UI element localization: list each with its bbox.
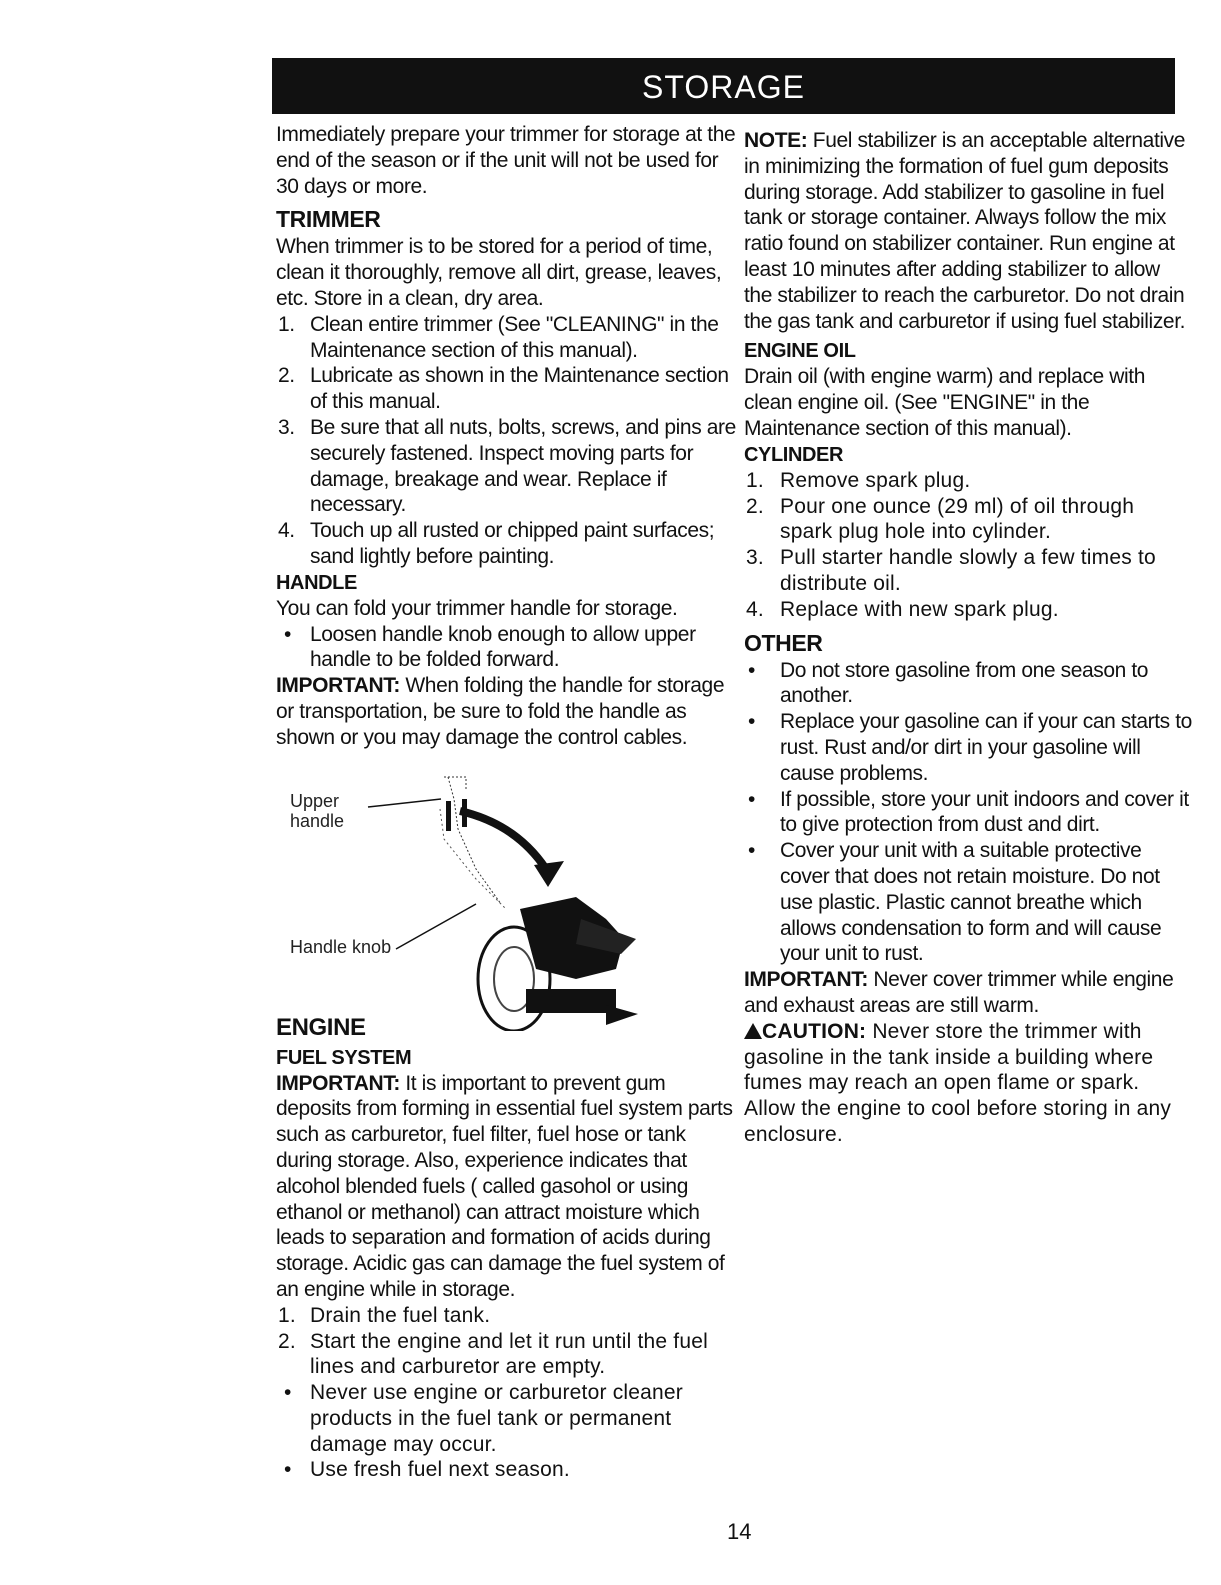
handle-text: You can fold your trimmer handle for storage. [276,596,678,620]
list-item: 2. Pour one ounce (29 ml) of oil through spark plug hole into cylinder. [746,494,1135,544]
bullet-icon: • [748,710,755,734]
trimmer-text: When trimmer is to be stored for a period of time, clean it thoroughly, remove all dirt, grease, leaves, etc. Store in a clean, dry area. [276,235,722,310]
list-item: 3. Pull starter handle slowly a few times to distribute oil. [746,546,1156,595]
list-item: 4. Replace with new spark plug. [746,597,1059,621]
engine-oil-text: Drain oil (with engine warm) and replace with clean engine oil. (See "ENGINE" in the Maintenance section of this manual). [744,365,1146,440]
list-item: 2. Lubricate as shown in the Maintenance section of this manual. [278,364,729,414]
list-item: 4. Touch up all rusted or chipped paint surfaces; sand lightly before painting. [278,519,715,568]
bullet-icon: • [748,658,755,682]
list-item: 1. Remove spark plug. [746,468,971,492]
fuel-system-heading: FUEL SYSTEM [276,1046,412,1069]
list-item: 1. Clean entire trimmer (See "CLEANING" in the Maintenance section of this manual). [278,312,719,362]
bullet-icon: • [284,1381,292,1405]
bullet-icon: • [748,839,755,863]
cylinder-heading: CYLINDER [744,443,844,466]
upper-handle-label: Upper handle [290,790,345,831]
banner-title: STORAGE [642,69,805,105]
list-item: • Use fresh fuel next season. [284,1458,570,1482]
handle-knob-label: Handle knob [290,936,392,957]
page-number: 14 [727,1519,752,1544]
note-paragraph: NOTE: Fuel stabilizer is an acceptable alternative in minimizing the formation of fuel gum deposits during storage. Add stabilizer to gasoline in fuel tank or storage container. Always follow the mix ratio found on stabilizer container. Run engine at least 10 minutes after adding stabilizer to allow the stabilizer to reach the carburetor. Do not drain the gas tank and carburetor if using fuel stabilizer. [744,129,1186,333]
trimmer-heading: TRIMMER [276,206,381,233]
other-bullets [744,658,1192,968]
handle-heading: HANDLE [276,571,357,594]
list-item: 2. Start the engine and let it run until the fuel lines and carburetor are empty. [278,1329,708,1379]
engine-heading: ENGINE [276,1013,366,1041]
fuel-steps [276,1303,736,1380]
cylinder-steps [744,468,1192,623]
list-item: • Replace your gasoline can if your can starts to rust. Rust and/or dirt in your gasoline will cause problems. [748,710,1192,785]
bullet-icon: • [284,1458,292,1482]
fuel-system-important: IMPORTANT: It is important to prevent gum deposits from forming in essential fuel system parts such as carburetor, fuel filter, fuel hose or tank during storage. Also, experience indicates that alcohol blended fuels ( called gasohol or using ethanol or methanol) can attract moisture which leads to separation and formation of acids during storage. Acidic gas can damage the fuel system of an engine while in storage. [276,1071,733,1301]
warning-icon [744,1023,762,1039]
intro-paragraph: Immediately prepare your trimmer for storage at the end of the season or if the unit will not be used for 30 days or more. [276,123,736,198]
list-item: • Loosen handle knob enough to allow upper handle to be folded forward. [284,622,696,672]
trimmer-steps [276,312,736,570]
other-important: IMPORTANT: Never cover trimmer while engine and exhaust areas are still warm. [744,968,1174,1017]
handle-fold-figure [276,769,706,1041]
list-item: • Cover your unit with a suitable protective cover that does not retain moisture. Do not use plastic. Plastic cannot breathe which allows condensation to form and will cause your unit to rust. [748,839,1162,966]
handle-bullets [276,622,736,674]
list-item: • If possible, store your unit indoors and cover it to give protection from dust and dirt. [748,787,1189,837]
list-item: • Do not store gasoline from one season to another. [748,658,1149,708]
other-heading: OTHER [744,629,823,656]
list-item: • Never use engine or carburetor cleaner products in the fuel tank or permanent damage may occur. [284,1381,683,1456]
section-banner [272,58,1175,114]
fuel-bullets [276,1380,736,1483]
bullet-icon: • [748,787,755,811]
right-column [744,128,1192,1148]
list-item: 1. Drain the fuel tank. [278,1303,491,1327]
list-item: 3. Be sure that all nuts, bolts, screws, and pins are securely fastened. Inspect moving parts for damage, breakage and wear. Replace if necessary. [278,415,736,517]
handle-important: IMPORTANT: When folding the handle for storage or transportation, be sure to fold the handle as shown or you may damage the control cables. [276,674,725,749]
engine-oil-heading: ENGINE OIL [744,340,856,363]
caution-paragraph: CAUTION: Never store the trimmer with gasoline in the tank inside a building where fumes may reach an open flame or spark. Allow the engine to cool before storing in any enclosure. [744,1019,1172,1146]
bullet-icon: • [284,622,291,646]
left-column [276,122,736,1483]
